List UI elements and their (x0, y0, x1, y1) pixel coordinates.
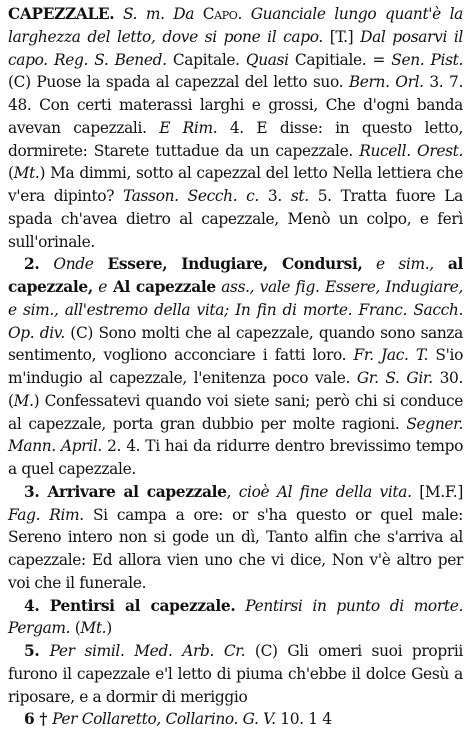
text-run: Capo (202, 5, 238, 23)
text-run: S. m. Da (114, 5, 203, 23)
text-run: M. (13, 391, 34, 410)
text-run: Per Collaretto, Collarino. G. V. (52, 710, 276, 729)
entry-headword (8, 3, 463, 253)
text-run: Fag. Rim. (8, 505, 84, 524)
text-run: (C) Puose la spada al capezzal del letto suo. (8, 73, 349, 92)
text-run: ) (106, 619, 112, 638)
text-run: Quasi (245, 50, 289, 69)
text-run: Essere, Indugiare, Condursi, (93, 255, 363, 274)
text-run: Bern. Orl. (348, 73, 424, 92)
text-run: 4. Pentirsi al capezzale. (24, 596, 236, 615)
text-run: (C) Sono molti che al capezzale, quando sono sanza sentimento, vogliono acconciare i fatti loro. (8, 323, 463, 365)
text-run: Pentirsi in punto di morte. Pergam. (8, 596, 463, 638)
entry-sense-6 (8, 708, 463, 731)
text-run: (C) Gli omeri suoi proprii furono il capezzale e'l letto di piuma ch'ebbe il dolce Gesù a riposare, e a dormir di meriggio (8, 642, 463, 706)
text-run: Dal posarvi il capo. Reg. S. Bened. (8, 27, 463, 69)
text-run: e (92, 278, 108, 296)
text-run: CAPEZZALE. (8, 5, 115, 23)
text-run: S'io m'indugio al capezzale, l'enitenza poco vale. (8, 346, 463, 387)
text-run: Rucell. Orest. (359, 141, 464, 160)
text-run: 3. 7. 48. Con certi materassi larghi e grossi, Che d'ogni banda avevan capezzali. (8, 73, 463, 137)
text-run: e sim., (362, 255, 434, 274)
text-run: ( (70, 619, 81, 638)
text-run: 30. ( (8, 369, 464, 410)
text-run: , (226, 482, 239, 501)
text-run: ) Confessatevi quando voi siete sani; però chi si conduce al capezzale, porta gran dubbio per molte ragioni. (8, 391, 463, 433)
text-run: Capitiale. = (288, 50, 392, 69)
text-run: 10. 1 4 (275, 710, 332, 729)
text-run: E Rim. (159, 118, 218, 137)
text-run: Segner. Mann. April. (8, 414, 463, 456)
text-run: 2. (24, 255, 54, 274)
text-run: 6 † (24, 710, 53, 729)
text-run: Guanciale lungo quant'è la larghezza del letto, dove si pone il capo. (8, 5, 463, 46)
text-run: 5. Tratta fuore La spada ch'avea dietro al capezzale, Menò un colpo, e ferì sull'orinale. (8, 187, 463, 251)
text-run: Fr. Jac. T. (353, 346, 429, 365)
text-run: 3. Arrivare al capezzale (24, 482, 227, 501)
text-run: Mt. (13, 164, 40, 183)
text-run: Onde (53, 255, 94, 274)
text-run: ass., vale fig. Essere, Indugiare, e sim., all'estremo della vita; In fin di morte. Franc. Sacch. Op. div. (8, 278, 463, 342)
text-run: Sen. Pist. (391, 50, 463, 69)
text-run: Per simil. Med. Arb. Cr. (49, 642, 246, 660)
text-run: ( (8, 164, 14, 183)
entry-sense-2 (8, 253, 463, 481)
text-run: cioè Al fine della vita. (238, 482, 412, 501)
text-run: ) Ma dimmi, sotto al capezzal del letto Nella lettiera che v'era dipinto? (8, 164, 463, 205)
text-run: 4. E disse: in questo letto, dormirete: Starete tuttadue da un capezzale. (8, 118, 463, 160)
entry-sense-4 (8, 595, 463, 641)
text-run: 2. 4. Ti hai da ridurre dentro brevissimo tempo a quel capezzale. (8, 437, 464, 478)
text-run: st. (290, 187, 309, 205)
entry-sense-3 (8, 481, 463, 595)
text-run: 5. (24, 642, 50, 660)
entry-sense-5 (8, 640, 463, 708)
text-run: Tasson. Secch. c. (123, 187, 259, 205)
text-run: . (237, 5, 251, 23)
text-run: al capezzale, (8, 255, 463, 296)
text-run: Gr. S. Gir. (356, 369, 433, 387)
text-run: Mt. (80, 619, 107, 638)
text-run: Capitale. (166, 50, 246, 69)
text-run: [T.] (322, 27, 361, 46)
text-run: [M.F.] (411, 482, 463, 501)
text-run: Al capezzale (107, 278, 216, 296)
text-run: Si campa a ore: or s'ha questo or quel male: Sereno intero non si gode un dì, Tanto alfin che s'arriva al capezzale: Ed allora vien uno che vi dice, Non v'è altro per voi che il funerale. (8, 505, 463, 592)
text-run: 3. (258, 187, 291, 205)
